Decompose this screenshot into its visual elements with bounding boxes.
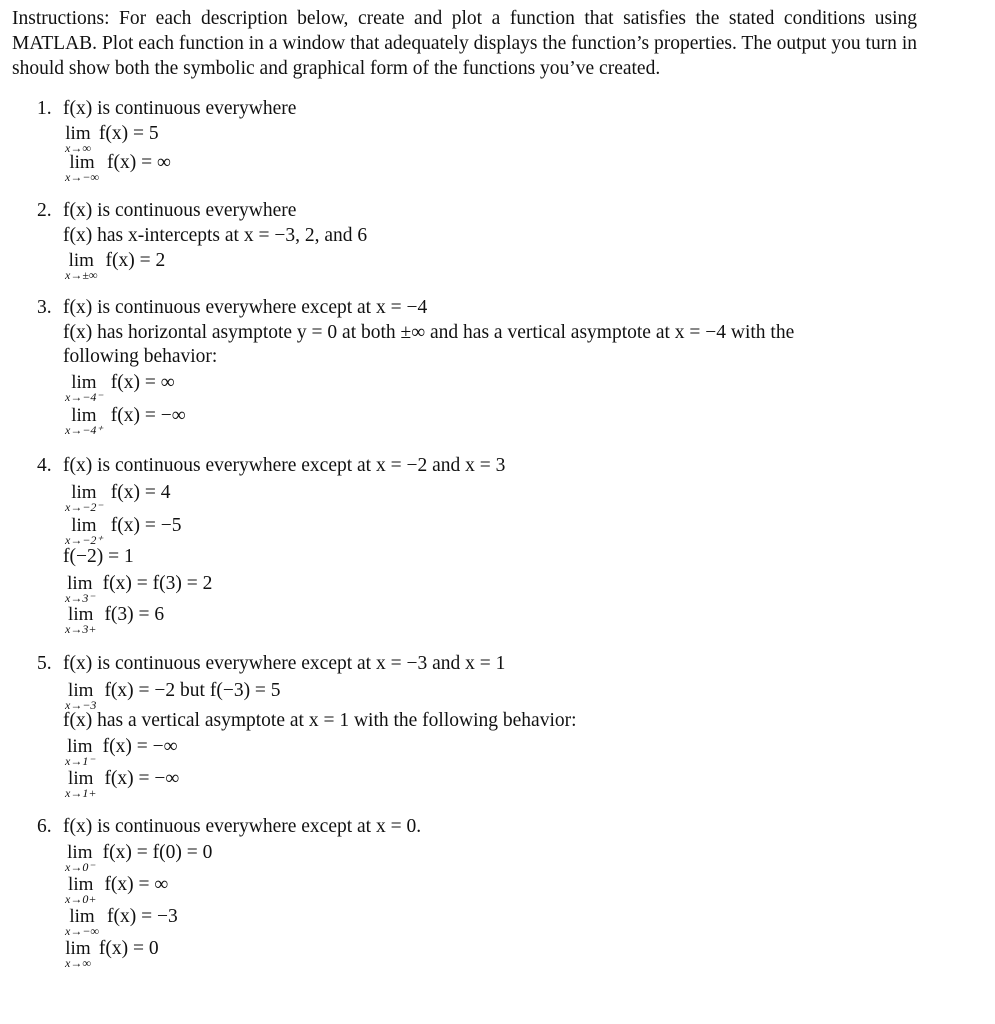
problem-number: 4. xyxy=(37,455,52,476)
limit-value: f(x) = ∞ xyxy=(104,874,169,895)
limit-subscript: x→−2⁻ xyxy=(65,500,103,514)
limit-subscript: x→∞ xyxy=(65,956,91,970)
condition-line: f(x) is continuous everywhere except at x = 0. xyxy=(63,816,422,837)
limit-subscript: x→−2⁺ xyxy=(65,533,103,547)
limit-subscript: x→∞ xyxy=(65,141,91,155)
limit-word: lim xyxy=(69,152,95,173)
limit-subscript: x→0⁻ xyxy=(65,860,95,874)
limit-word: lim xyxy=(71,372,97,393)
limit-value: f(x) = −∞ xyxy=(110,405,186,426)
limit-word: lim xyxy=(68,768,94,789)
limit-word: lim xyxy=(68,604,94,625)
limit-value: f(x) = −∞ xyxy=(104,768,180,789)
instructions-paragraph: Instructions: For each description below, create and plot a function that satisfies the stated conditions using MATLAB. Plot each function in a window that adequately displays the function’s properties. The output you turn in should show both the symbolic and graphical form of the functions you’ve created. xyxy=(12,8,917,79)
condition-line: f(−2) = 1 xyxy=(63,546,134,567)
limit-subscript: x→0+ xyxy=(65,892,97,906)
condition-line: f(x) is continuous everywhere except at x = −3 and x = 1 xyxy=(63,653,506,674)
limit-subscript: x→3⁻ xyxy=(65,591,95,605)
limit-subscript: x→−∞ xyxy=(65,924,99,938)
limit-value: f(x) = −∞ xyxy=(102,736,178,757)
condition-line: f(x) is continuous everywhere except at x = −2 and x = 3 xyxy=(63,455,506,476)
limit-word: lim xyxy=(69,906,95,927)
limit-subscript: x→3+ xyxy=(65,622,97,636)
limit-value: f(x) = f(3) = 2 xyxy=(102,573,213,594)
condition-line: following behavior: xyxy=(63,346,218,367)
problem-number: 2. xyxy=(37,200,52,221)
limit-subscript: x→±∞ xyxy=(65,268,98,282)
limit-word: lim xyxy=(68,680,94,701)
limit-subscript: x→1+ xyxy=(65,786,97,800)
problem-number: 6. xyxy=(37,816,52,837)
limit-word: lim xyxy=(71,515,97,536)
limit-word: lim xyxy=(65,123,91,144)
condition-line: f(x) is continuous everywhere xyxy=(63,200,297,221)
limit-word: lim xyxy=(71,482,97,503)
limit-subscript: x→1⁻ xyxy=(65,754,95,768)
limit-word: lim xyxy=(67,736,93,757)
limit-subscript: x→−3 xyxy=(65,698,97,712)
limit-word: lim xyxy=(71,405,97,426)
limit-word: lim xyxy=(68,250,94,271)
problem-number: 5. xyxy=(37,653,52,674)
limit-value: f(x) = 4 xyxy=(110,482,171,503)
condition-line: f(x) has a vertical asymptote at x = 1 with the following behavior: xyxy=(63,710,577,731)
limit-word: lim xyxy=(68,874,94,895)
limit-subscript: x→−4⁻ xyxy=(65,390,103,404)
limit-value: f(x) = ∞ xyxy=(106,152,171,173)
limit-subscript: x→−∞ xyxy=(65,170,99,184)
limit-value: f(3) = 6 xyxy=(104,604,165,625)
limit-value: f(x) = f(0) = 0 xyxy=(102,842,213,863)
condition-line: f(x) is continuous everywhere xyxy=(63,98,297,119)
limit-word: lim xyxy=(65,938,91,959)
limit-value: f(x) = ∞ xyxy=(110,372,175,393)
limit-value: f(x) = 0 xyxy=(98,938,159,959)
condition-line: f(x) has horizontal asymptote y = 0 at both ±∞ and has a vertical asymptote at x = −4 with the xyxy=(63,322,795,343)
limit-value: f(x) = −2 but f(−3) = 5 xyxy=(104,680,281,701)
condition-line: f(x) has x-intercepts at x = −3, 2, and 6 xyxy=(63,225,368,246)
limit-value: f(x) = −5 xyxy=(110,515,182,536)
limit-subscript: x→−4⁺ xyxy=(65,423,103,437)
limit-value: f(x) = 2 xyxy=(105,250,166,271)
limit-value: f(x) = −3 xyxy=(106,906,178,927)
limit-value: f(x) = 5 xyxy=(98,123,159,144)
condition-line: f(x) is continuous everywhere except at x = −4 xyxy=(63,297,428,318)
limit-word: lim xyxy=(67,842,93,863)
limit-word: lim xyxy=(67,573,93,594)
problem-number: 1. xyxy=(37,98,52,119)
problem-number: 3. xyxy=(37,297,52,318)
